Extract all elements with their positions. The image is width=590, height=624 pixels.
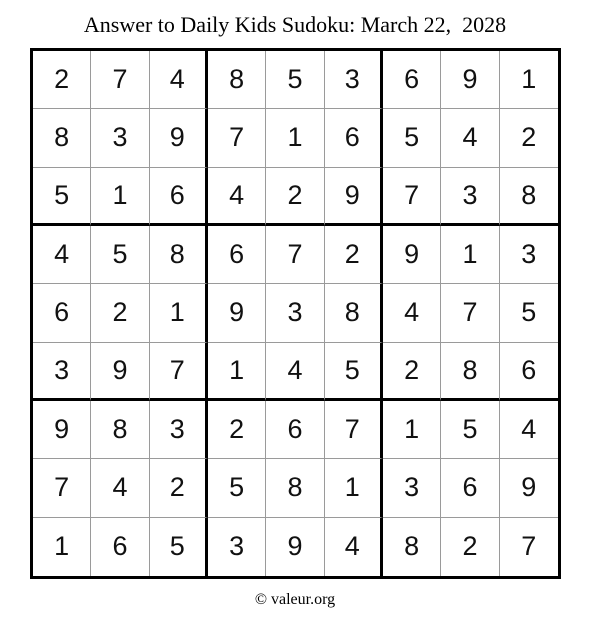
sudoku-cell: 5 xyxy=(33,168,91,226)
sudoku-cell: 9 xyxy=(500,459,558,517)
sudoku-cell: 1 xyxy=(266,109,324,167)
sudoku-cell: 4 xyxy=(33,226,91,284)
sudoku-cell: 7 xyxy=(521,531,537,562)
sudoku-cell: 7 xyxy=(150,343,208,401)
sudoku-cell: 3 xyxy=(500,226,558,284)
sudoku-cell: 1 xyxy=(500,51,558,109)
sudoku-cell: 1 xyxy=(91,168,149,226)
sudoku-cell: 8 xyxy=(441,343,499,401)
sudoku-cell: 3 xyxy=(150,401,208,459)
sudoku-cell: 9 xyxy=(208,284,266,342)
sudoku-cell: 3 xyxy=(91,109,149,167)
sudoku-cell: 6 xyxy=(500,343,558,401)
sudoku-cell: 3 xyxy=(383,459,441,517)
sudoku-cell: 6 xyxy=(208,226,266,284)
copyright-footer: © valeur.org xyxy=(254,591,336,608)
sudoku-cell: 4 xyxy=(208,168,266,226)
sudoku-cell: 4 xyxy=(150,51,208,109)
sudoku-cell: 7 xyxy=(266,226,324,284)
sudoku-cell: 2 xyxy=(500,109,558,167)
sudoku-cell: 9 xyxy=(150,109,208,167)
sudoku-cell: 9 xyxy=(325,168,383,226)
sudoku-cell: 9 xyxy=(33,401,91,459)
sudoku-cell: 8 xyxy=(383,518,441,576)
sudoku-cell: 2 xyxy=(325,226,383,284)
sudoku-cell: 2 xyxy=(33,51,91,109)
sudoku-cell: 6 xyxy=(91,518,149,576)
sudoku-cell: 6 xyxy=(383,51,441,109)
sudoku-cell: 2 xyxy=(208,401,266,459)
sudoku-cell: 4 xyxy=(266,343,324,401)
sudoku-cell: 5 xyxy=(325,343,383,401)
sudoku-cell: 7 xyxy=(383,168,441,226)
sudoku-cell: 2 xyxy=(266,168,324,226)
sudoku-cell: 3 xyxy=(325,51,383,109)
sudoku-cell: 3 xyxy=(33,343,91,401)
sudoku-cell: 9 xyxy=(383,226,441,284)
sudoku-cell: 9 xyxy=(91,343,149,401)
sudoku-grid xyxy=(30,48,561,579)
sudoku-cell: 7 xyxy=(208,109,266,167)
sudoku-cell: 8 xyxy=(33,109,91,167)
sudoku-cell: 1 xyxy=(383,401,441,459)
sudoku-cell: 8 xyxy=(150,226,208,284)
sudoku-cell: 7 xyxy=(33,459,91,517)
sudoku-cell: 6 xyxy=(33,284,91,342)
sudoku-cell: 6 xyxy=(266,401,324,459)
sudoku-cell: 4 xyxy=(500,401,558,459)
sudoku-cell: 3 xyxy=(208,518,266,576)
sudoku-cell: 3 xyxy=(441,168,499,226)
sudoku-cell: 5 xyxy=(383,109,441,167)
sudoku-cell: 1 xyxy=(208,343,266,401)
sudoku-cell: 9 xyxy=(441,51,499,109)
sudoku-cell: 7 xyxy=(91,51,149,109)
sudoku-cell: 8 xyxy=(91,401,149,459)
sudoku-cell: 4 xyxy=(441,109,499,167)
sudoku-cell: 8 xyxy=(325,284,383,342)
sudoku-cell: 6 xyxy=(325,109,383,167)
sudoku-cell: 4 xyxy=(91,459,149,517)
sudoku-cell: 3 xyxy=(266,284,324,342)
sudoku-cell: 7 xyxy=(441,284,499,342)
sudoku-cell: 6 xyxy=(150,168,208,226)
sudoku-cell: 5 xyxy=(500,284,558,342)
sudoku-cell: 9 xyxy=(266,518,324,576)
sudoku-cell: 1 xyxy=(441,226,499,284)
sudoku-cell: 4 xyxy=(383,284,441,342)
sudoku-cell: 2 xyxy=(441,518,499,576)
sudoku-cell: 5 xyxy=(150,518,208,576)
sudoku-cell: 2 xyxy=(150,459,208,517)
sudoku-cell: 8 xyxy=(500,168,558,226)
sudoku-cell: 1 xyxy=(325,459,383,517)
sudoku-cell: 1 xyxy=(33,518,91,576)
sudoku-cell: 8 xyxy=(208,51,266,109)
sudoku-cell: 5 xyxy=(208,459,266,517)
sudoku-cell: 5 xyxy=(441,401,499,459)
sudoku-cell: 6 xyxy=(441,459,499,517)
sudoku-cell: 5 xyxy=(266,51,324,109)
sudoku-cell: 2 xyxy=(91,284,149,342)
sudoku-cell: 4 xyxy=(325,518,383,576)
sudoku-cell: 1 xyxy=(150,284,208,342)
sudoku-cell: 2 xyxy=(383,343,441,401)
sudoku-cell: 8 xyxy=(266,459,324,517)
sudoku-cell: 5 xyxy=(91,226,149,284)
page-title: Answer to Daily Kids Sudoku: March 22, 2028 xyxy=(83,12,507,37)
sudoku-cell: 7 xyxy=(325,401,383,459)
